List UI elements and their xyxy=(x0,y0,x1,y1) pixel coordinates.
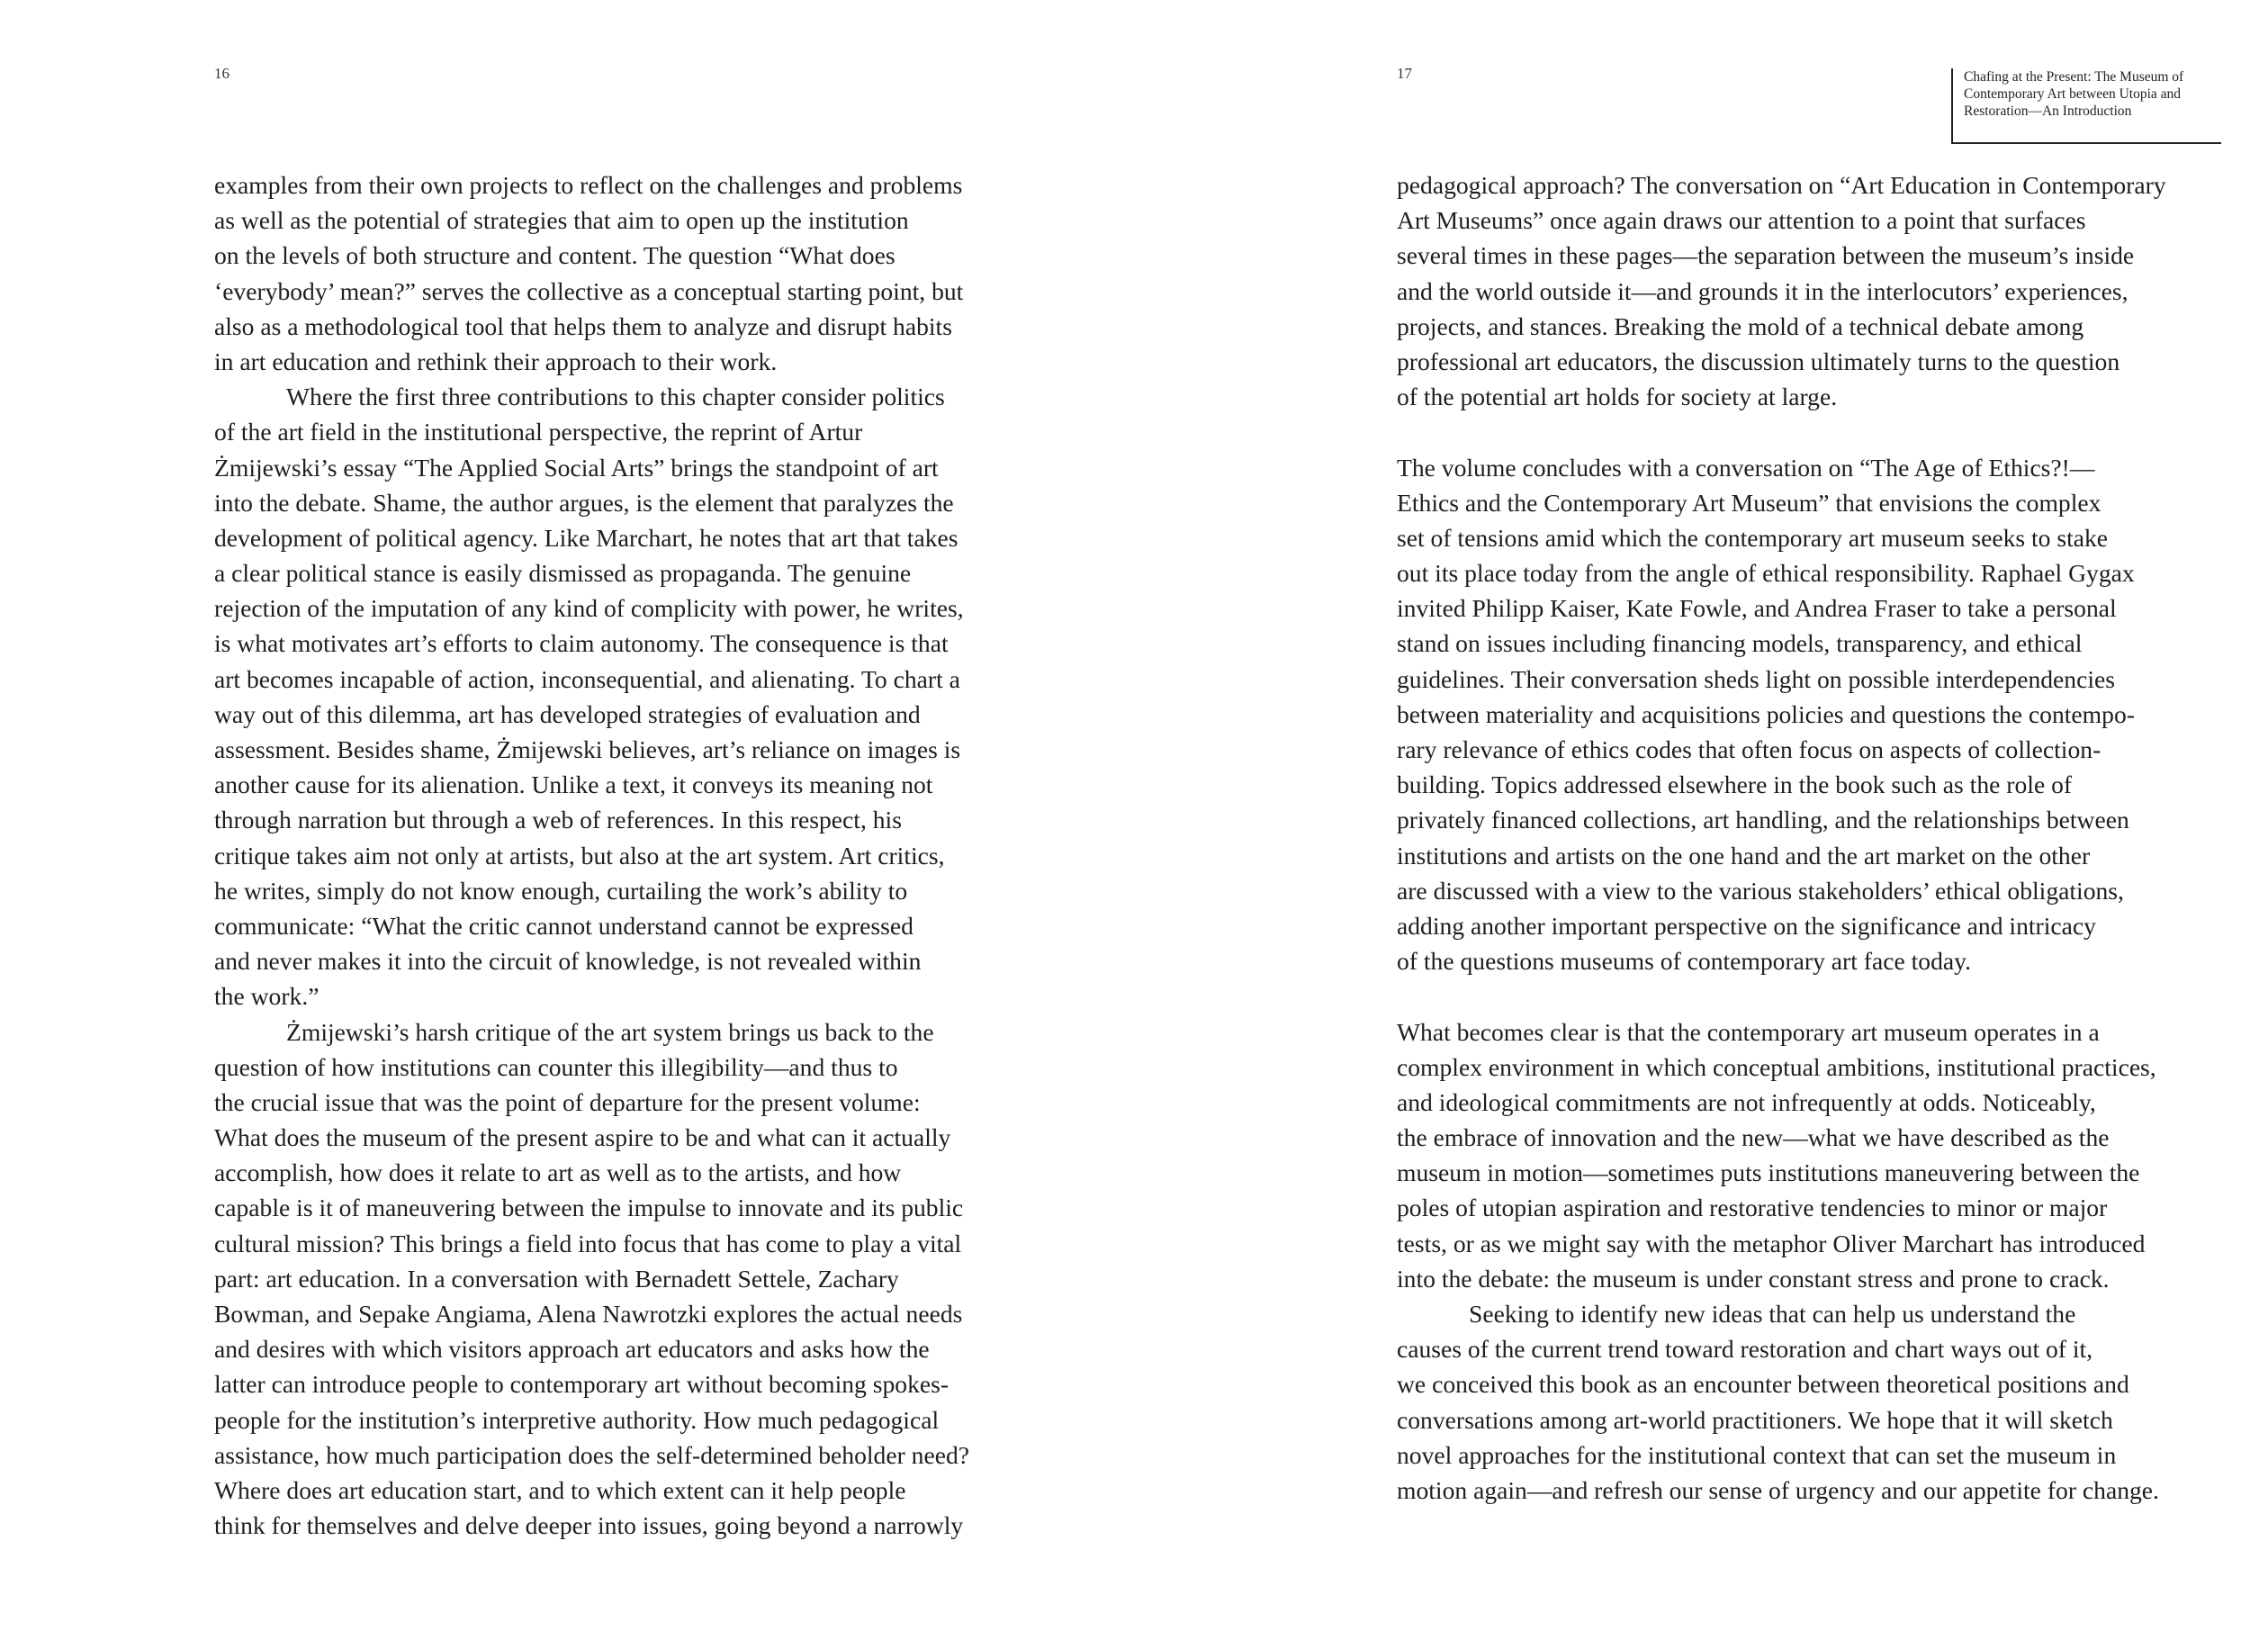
text-line: between materiality and acquisitions policies and questions the contempo- xyxy=(1397,699,2135,728)
text-line: into the debate: the museum is under constant stress and prone to crack. xyxy=(1397,1264,2110,1293)
text-line: stand on issues including financing models, transparency, and ethical xyxy=(1397,629,2083,658)
text-line: assessment. Besides shame, Żmijewski believes, art’s reliance on images is xyxy=(214,735,961,763)
right-page xyxy=(1134,0,2268,1631)
text-line: examples from their own projects to reflect on the challenges and problems xyxy=(214,171,963,199)
text-line: through narration but through a web of references. In this respect, his xyxy=(214,806,902,834)
paragraph-break xyxy=(1397,978,2238,1014)
text-line: rary relevance of ethics codes that often focus on aspects of collection- xyxy=(1397,735,2102,763)
text-line: the embrace of innovation and the new—what we have described as the xyxy=(1397,1123,2110,1152)
text-line: accomplish, how does it relate to art as well as to the artists, and how xyxy=(214,1158,902,1187)
text-line: and never makes it into the circuit of knowledge, is not revealed within xyxy=(214,947,922,976)
text-line: are discussed with a view to the various stakeholders’ ethical obligations, xyxy=(1397,876,2124,905)
text-line: adding another important perspective on the significance and intricacy xyxy=(1397,911,2096,940)
text-line: museum in motion—sometimes puts institutions maneuvering between the xyxy=(1397,1158,2140,1187)
text-line: professional art educators, the discussion ultimately turns to the question xyxy=(1397,347,2120,375)
text-line: development of political agency. Like Marchart, he notes that art that takes xyxy=(214,523,958,552)
paragraph-break xyxy=(1397,414,2238,449)
text-line: novel approaches for the institutional context that can set the museum in xyxy=(1397,1440,2117,1469)
text-line: out its place today from the angle of ethical responsibility. Raphael Gygax xyxy=(1397,559,2135,588)
text-line: set of tensions amid which the contemporary art museum seeks to stake xyxy=(1397,523,2109,552)
running-head-line: Chafing at the Present: The Museum of xyxy=(1964,69,2184,85)
text-line: on the levels of both structure and content. The question “What does xyxy=(214,241,896,270)
text-line: think for themselves and delve deeper into issues, going beyond a narrowly xyxy=(214,1511,964,1540)
text-line: and the world outside it—and grounds it in the interlocutors’ experiences, xyxy=(1397,276,2128,305)
text-line: critique takes aim not only at artists, but also at the art system. Art critics, xyxy=(214,841,945,870)
text-line: Where the first three contributions to this chapter consider politics xyxy=(286,383,945,411)
page-number: 16 xyxy=(214,65,230,82)
text-line: pedagogical approach? The conversation on “Art Education in Contemporary xyxy=(1397,171,2166,199)
text-line: communicate: “What the critic cannot understand cannot be expressed xyxy=(214,911,914,940)
text-line: privately financed collections, art handling, and the relationships between xyxy=(1397,806,2129,834)
text-line: motion again—and refresh our sense of urgency and our appetite for change. xyxy=(1397,1475,2159,1504)
text-line: also as a methodological tool that helps them to analyze and disrupt habits xyxy=(214,311,952,340)
text-line: guidelines. Their conversation sheds light on possible interdependencies xyxy=(1397,664,2115,693)
text-line: Where does art education start, and to which extent can it help people xyxy=(214,1475,906,1504)
body-text xyxy=(1397,167,2238,1508)
text-line: causes of the current trend toward restoration and chart ways out of it, xyxy=(1397,1335,2093,1364)
text-line: people for the institution’s interpretive authority. How much pedagogical xyxy=(214,1405,940,1434)
text-line: capable is it of maneuvering between the impulse to innovate and its public xyxy=(214,1194,964,1222)
text-line: conversations among art-world practitioners. We hope that it will sketch xyxy=(1397,1405,2113,1434)
text-line: way out of this dilemma, art has developed strategies of evaluation and xyxy=(214,699,921,728)
text-line: into the debate. Shame, the author argues, is the element that paralyzes the xyxy=(214,488,954,517)
text-line: of the art field in the institutional perspective, the reprint of Artur xyxy=(214,418,863,446)
text-line: we conceived this book as an encounter between theoretical positions and xyxy=(1397,1370,2129,1399)
text-line: institutions and artists on the one hand and the art market on the other xyxy=(1397,841,2091,870)
text-line: The volume concludes with a conversation on “The Age of Ethics?!— xyxy=(1397,453,2095,482)
text-line: Żmijewski’s harsh critique of the art system brings us back to the xyxy=(286,1017,934,1046)
text-line: ‘everybody’ mean?” serves the collective as a conceptual starting point, but xyxy=(214,276,964,305)
running-head-line: Restoration—An Introduction xyxy=(1964,104,2132,119)
text-line: the crucial issue that was the point of departure for the present volume: xyxy=(214,1087,921,1116)
text-line: art becomes incapable of action, inconsequential, and alienating. To chart a xyxy=(214,664,960,693)
text-line: latter can introduce people to contemporary art without becoming spokes- xyxy=(214,1370,950,1399)
text-line: is what motivates art’s efforts to claim autonomy. The consequence is that xyxy=(214,629,949,658)
text-line: and desires with which visitors approach art educators and asks how the xyxy=(214,1335,930,1364)
text-line: Seeking to identify new ideas that can help us understand the xyxy=(1469,1300,2076,1328)
text-line: assistance, how much participation does the self-determined beholder need? xyxy=(214,1440,970,1469)
text-line: he writes, simply do not know enough, curtailing the work’s ability to xyxy=(214,876,908,905)
text-line: tests, or as we might say with the metaphor Oliver Marchart has introduced xyxy=(1397,1229,2146,1257)
text-line: of the questions museums of contemporary art face today. xyxy=(1397,947,1972,976)
text-line: cultural mission? This brings a field into focus that has come to play a vital xyxy=(214,1229,962,1257)
text-line: building. Topics addressed elsewhere in the book such as the role of xyxy=(1397,770,2073,799)
text-line: rejection of the imputation of any kind of complicity with power, he writes, xyxy=(214,594,964,623)
text-line: as well as the potential of strategies that aim to open up the institution xyxy=(214,206,909,235)
text-line: a clear political stance is easily dismissed as propaganda. The genuine xyxy=(214,559,912,588)
page-number: 17 xyxy=(1397,65,1412,82)
text-line: another cause for its alienation. Unlike a text, it conveys its meaning not xyxy=(214,770,933,799)
running-head xyxy=(1951,68,2221,144)
text-line: Art Museums” once again draws our attention to a point that surfaces xyxy=(1397,206,2086,235)
text-line: What does the museum of the present aspire to be and what can it actually xyxy=(214,1123,951,1152)
text-line: Ethics and the Contemporary Art Museum” that envisions the complex xyxy=(1397,488,2102,517)
text-line: projects, and stances. Breaking the mold of a technical debate among xyxy=(1397,311,2084,340)
text-line: the work.” xyxy=(214,982,320,1011)
text-line: in art education and rethink their approach to their work. xyxy=(214,347,778,375)
text-line: part: art education. In a conversation with Bernadett Settele, Zachary xyxy=(214,1264,899,1293)
text-line: and ideological commitments are not infrequently at odds. Noticeably, xyxy=(1397,1087,2096,1116)
text-line: invited Philipp Kaiser, Kate Fowle, and Andrea Fraser to take a personal xyxy=(1397,594,2117,623)
text-line: What becomes clear is that the contemporary art museum operates in a xyxy=(1397,1017,2100,1046)
text-line: Bowman, and Sepake Angiama, Alena Nawrotzki explores the actual needs xyxy=(214,1300,963,1328)
text-line: several times in these pages—the separation between the museum’s inside xyxy=(1397,241,2135,270)
text-line: poles of utopian aspiration and restorative tendencies to minor or major xyxy=(1397,1194,2108,1222)
text-line: Żmijewski’s essay “The Applied Social Arts” brings the standpoint of art xyxy=(214,453,939,482)
text-line: complex environment in which conceptual ambitions, institutional practices, xyxy=(1397,1052,2156,1081)
running-head-line: Contemporary Art between Utopia and xyxy=(1964,86,2182,102)
text-line: of the potential art holds for society at large. xyxy=(1397,383,1838,411)
body-text xyxy=(214,167,1056,1543)
text-line: question of how institutions can counter this illegibility—and thus to xyxy=(214,1052,898,1081)
